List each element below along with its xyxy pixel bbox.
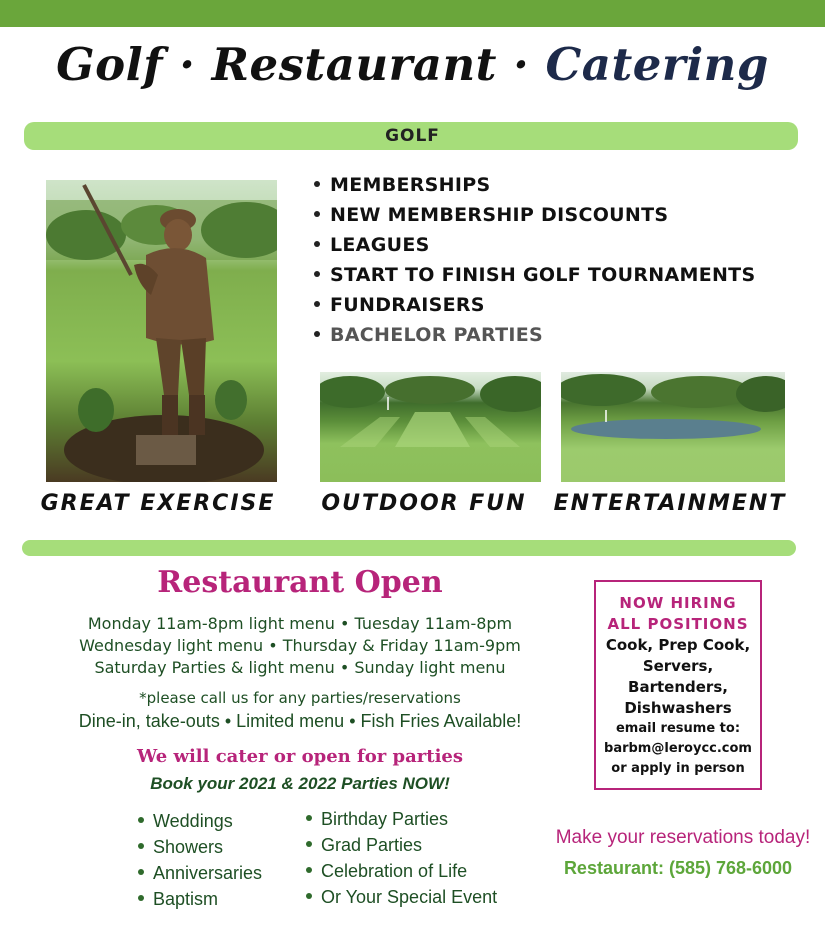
reservation-note: *please call us for any parties/reservations bbox=[139, 689, 461, 707]
bullet-icon bbox=[306, 893, 312, 899]
bullet-icon bbox=[306, 841, 312, 847]
list-item: Birthday Parties bbox=[306, 806, 497, 832]
hiring-heading: NOW HIRING bbox=[619, 594, 737, 612]
caption-entertainment: ENTERTAINMENT bbox=[553, 491, 787, 516]
events-list-right bbox=[306, 806, 497, 910]
hours-line: Saturday Parties & light menu • Sunday light menu bbox=[94, 658, 506, 677]
headline-golf: Golf bbox=[56, 38, 164, 91]
list-item: START TO FINISH GOLF TOURNAMENTS bbox=[314, 260, 755, 290]
headline-restaurant: Restaurant bbox=[211, 38, 497, 91]
apply-in-person: or apply in person bbox=[611, 761, 745, 776]
headline-separator: · bbox=[179, 38, 196, 91]
book-parties-line: Book your 2021 & 2022 Parties NOW! bbox=[150, 774, 450, 793]
email-label: email resume to: bbox=[615, 721, 741, 736]
page-headline bbox=[0, 38, 825, 91]
hiring-subheading: ALL POSITIONS bbox=[607, 615, 749, 633]
events-list-left bbox=[138, 808, 262, 912]
bullet-icon bbox=[138, 843, 144, 849]
list-item: Or Your Special Event bbox=[306, 884, 497, 910]
headline-separator: · bbox=[513, 38, 530, 91]
bullet-icon bbox=[306, 867, 312, 873]
hiring-position: Cook, Prep Cook, bbox=[605, 636, 751, 654]
bullet-icon bbox=[138, 817, 144, 823]
golfer-statue-photo bbox=[46, 180, 277, 482]
now-hiring-box bbox=[594, 580, 762, 790]
list-item: NEW MEMBERSHIP DISCOUNTS bbox=[314, 200, 755, 230]
bullet-icon bbox=[314, 301, 320, 307]
bullet-icon bbox=[314, 271, 320, 277]
list-item: MEMBERSHIPS bbox=[314, 170, 755, 200]
pond-photo bbox=[561, 372, 785, 482]
bullet-icon bbox=[306, 815, 312, 821]
services-line: Dine-in, take-outs • Limited menu • Fish Fries Available! bbox=[78, 711, 522, 731]
caption-outdoor-fun: OUTDOOR FUN bbox=[321, 491, 527, 516]
top-banner bbox=[0, 0, 825, 27]
golf-offerings-list bbox=[314, 170, 755, 350]
bullet-icon bbox=[314, 331, 320, 337]
list-item: LEAGUES bbox=[314, 230, 755, 260]
hiring-position: Bartenders, bbox=[628, 678, 728, 696]
restaurant-section-bar bbox=[22, 540, 796, 556]
bullet-icon bbox=[314, 241, 320, 247]
reservations-callout: Make your reservations today! bbox=[555, 827, 811, 848]
hours-line: Monday 11am-8pm light menu • Tuesday 11am-8pm bbox=[87, 614, 513, 633]
list-item: Anniversaries bbox=[138, 860, 262, 886]
hours-line: Wednesday light menu • Thursday & Friday 11am-9pm bbox=[79, 636, 521, 655]
bullet-icon bbox=[314, 211, 320, 217]
list-item: BACHELOR PARTIES bbox=[314, 320, 755, 350]
list-item: Baptism bbox=[138, 886, 262, 912]
hiring-position: Dishwashers bbox=[624, 699, 732, 717]
list-item: Celebration of Life bbox=[306, 858, 497, 884]
list-item: Showers bbox=[138, 834, 262, 860]
bullet-icon bbox=[314, 181, 320, 187]
fairway-photo bbox=[320, 372, 541, 482]
list-item: Weddings bbox=[138, 808, 262, 834]
bullet-icon bbox=[138, 895, 144, 901]
hiring-email: barbm@leroycc.com bbox=[604, 741, 752, 756]
list-item: FUNDRAISERS bbox=[314, 290, 755, 320]
bullet-icon bbox=[138, 869, 144, 875]
caption-great-exercise: GREAT EXERCISE bbox=[40, 491, 276, 516]
list-item: Grad Parties bbox=[306, 832, 497, 858]
restaurant-phone: Restaurant: (585) 768-6000 bbox=[563, 858, 793, 878]
headline-catering: Catering bbox=[545, 38, 769, 91]
catering-heading: We will cater or open for parties bbox=[136, 746, 463, 767]
hiring-position: Servers, bbox=[642, 657, 714, 675]
golf-section-label: GOLF bbox=[385, 126, 440, 146]
restaurant-title: Restaurant Open bbox=[157, 565, 443, 600]
